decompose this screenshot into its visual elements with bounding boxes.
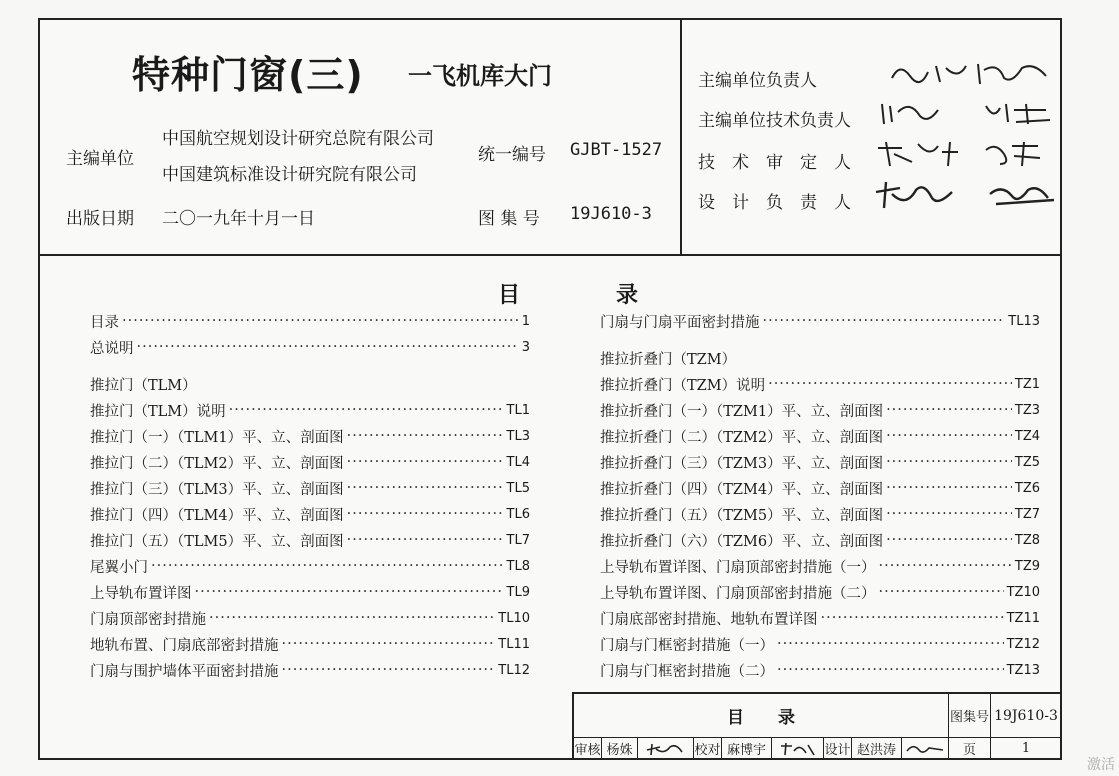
toc-item[interactable] [600,632,1040,656]
toc-item-label: 门扇与门扇平面密封措施 [600,314,760,331]
reviewer-signature [638,738,694,760]
toc-item-label: 门扇与围护墙体平面密封措施 [90,663,279,680]
toc-item[interactable] [90,658,530,682]
atlas-title: 特种门窗(三) [132,53,364,97]
toc-item-page: TZ9 [1014,558,1040,574]
page-label: 页 [949,738,991,760]
tech-approver-label: 技 术 审 定 人 [698,153,851,173]
signature-1 [888,58,1058,88]
toc-item-label: 门扇与门框密封措施（二） [600,663,774,680]
toc-item[interactable] [90,554,530,578]
chief-unit-head-label: 主编单位负责人 [698,71,817,91]
toc-item[interactable] [90,398,530,422]
toc-item-page: TZ13 [1006,662,1040,678]
header-divider-horizontal [40,254,1060,256]
toc-item-label: 推拉门（一）（TLM1）平、立、剖面图 [90,429,344,446]
atlas-no-label: 图 集 号 [478,209,540,229]
toc-item[interactable] [90,335,530,359]
toc-item[interactable] [600,476,1040,500]
toc-title-left: 目 [498,283,521,308]
toc-item-label: 推拉折叠门（二）（TZM2）平、立、剖面图 [600,429,884,446]
toc-item-page: TL9 [506,584,530,600]
toc-leader [282,636,496,652]
toc-leader [879,558,1012,574]
toc-item-label: 地轨布置、门扇底部密封措施 [90,637,279,654]
toc-item-label: 上导轨布置详图、门扇顶部密封措施（一） [600,559,876,576]
review-label: 审核 [574,738,602,760]
toc-item-label: 推拉门（TLM）说明 [90,403,226,420]
toc-item-label: 推拉门（五）（TLM5）平、立、剖面图 [90,533,344,550]
signature-3 [872,138,1052,168]
toc-item[interactable] [600,580,1040,604]
toc-item-label: 推拉折叠门（六）（TZM6）平、立、剖面图 [600,533,884,550]
atlas-no: 19J610-3 [570,204,652,224]
toc-item-label: 推拉门（三）（TLM3）平、立、剖面图 [90,481,344,498]
toc-leader [886,506,1012,522]
toc-item-page: TZ8 [1014,532,1040,548]
toc-item[interactable] [90,424,530,448]
editor-unit-2: 中国建筑标准设计研究院有限公司 [162,165,417,185]
checker-name: 麻博宇 [722,738,772,760]
unified-no-label: 统一编号 [478,145,546,165]
toc-leader [763,313,1006,329]
toc-item-page: TZ1 [1014,376,1040,392]
header-divider-vertical [680,20,682,256]
toc-item[interactable] [90,632,530,656]
toc-leader [347,532,504,548]
toc-item[interactable] [600,606,1040,630]
toc-item-page: TL12 [498,662,530,678]
toc-item-page: TZ10 [1006,584,1040,600]
toc-item-label: 上导轨布置详图、门扇顶部密封措施（二） [600,585,876,602]
drawing-sheet [38,18,1062,760]
toc-leader [886,532,1012,548]
toc-item-label: 推拉门（TLM） [90,377,197,394]
title-block-atlas-label: 图集号 [949,694,991,738]
toc-item[interactable] [600,398,1040,422]
toc-item-page: 1 [521,313,530,329]
editor-label: 主编单位 [66,149,134,169]
toc-item-page: TL10 [498,610,530,626]
toc-item-label: 尾翼小门 [90,559,148,576]
toc-item[interactable] [90,606,530,630]
editor-unit-1: 中国航空规划设计研究总院有限公司 [162,129,434,149]
publish-date: 二〇一九年十月一日 [162,209,315,229]
toc-item[interactable] [90,528,530,552]
toc-item-page: TZ5 [1014,454,1040,470]
atlas-subtitle: 一飞机库大门 [408,62,552,90]
toc-item-page: TL6 [506,506,530,522]
toc-item[interactable] [600,424,1040,448]
toc-leader [777,662,1004,678]
toc-item[interactable] [600,309,1040,333]
toc-item-label: 门扇顶部密封措施 [90,611,206,628]
toc-item-page: TZ11 [1006,610,1040,626]
reviewer-signature-mark [644,741,688,757]
toc-leader [151,558,504,574]
title-block [572,692,1062,760]
toc-section-heading [600,346,1040,370]
toc-item[interactable] [600,450,1040,474]
activation-watermark: 激活 [1087,757,1115,773]
checker-signature [772,738,824,760]
toc-leader [347,428,504,444]
toc-leader [195,584,504,600]
design-head-label: 设 计 负 责 人 [698,193,851,213]
toc-item-label: 门扇底部密封措施、地轨布置详图 [600,611,818,628]
toc-item-page: TL13 [1008,313,1040,329]
toc-leader [777,636,1004,652]
toc-item[interactable] [600,554,1040,578]
toc-item[interactable] [600,658,1040,682]
toc-item[interactable] [90,450,530,474]
toc-item-label: 推拉门（四）（TLM4）平、立、剖面图 [90,507,344,524]
title-block-atlas-no: 19J610-3 [991,694,1062,738]
toc-item-page: TL3 [506,428,530,444]
reviewer-name: 杨姝 [602,738,638,760]
toc-item-label: 推拉折叠门（五）（TZM5）平、立、剖面图 [600,507,884,524]
toc-item-label: 推拉折叠门（三）（TZM3）平、立、剖面图 [600,455,884,472]
toc-item-label: 推拉折叠门（四）（TZM4）平、立、剖面图 [600,481,884,498]
toc-item-page: TL8 [506,558,530,574]
signature-4 [872,180,1062,210]
chief-tech-head-label: 主编单位技术负责人 [698,111,851,131]
toc-item-label: 门扇与门框密封措施（一） [600,637,774,654]
check-label: 校对 [694,738,722,760]
signature-2 [876,98,1056,128]
toc-leader [886,480,1012,496]
toc-leader [137,339,519,355]
publish-date-label: 出版日期 [66,209,134,229]
toc-item-label: 推拉折叠门（TZM）说明 [600,377,766,394]
toc-item-page: TZ7 [1014,506,1040,522]
toc-item-page: 3 [521,339,530,355]
toc-title-right: 录 [616,283,639,308]
toc-leader [886,428,1012,444]
toc-item-label: 上导轨布置详图 [90,585,192,602]
title-block-name: 目 录 [574,694,949,738]
toc-leader [209,610,495,626]
toc-item[interactable] [600,502,1040,526]
toc-item-label: 推拉门（二）（TLM2）平、立、剖面图 [90,455,344,472]
toc-item-page: TL5 [506,480,530,496]
toc-item[interactable] [90,502,530,526]
design-label: 设计 [824,738,852,760]
toc-leader [347,506,504,522]
toc-leader [122,313,519,329]
toc-item-page: TL11 [498,636,530,652]
designer-signature-mark [905,741,945,757]
toc-item[interactable] [90,476,530,500]
unified-no: GJBT-1527 [570,140,663,160]
toc-item-label: 推拉折叠门（一）（TZM1）平、立、剖面图 [600,403,884,420]
toc-leader [347,480,504,496]
designer-signature [902,738,949,760]
toc-leader [821,610,1004,626]
toc-item[interactable] [90,309,530,333]
toc-section-heading [90,372,530,396]
toc-leader [282,662,496,678]
toc-item-page: TZ3 [1014,402,1040,418]
toc-leader [768,376,1012,392]
toc-item-label: 推拉折叠门（TZM） [600,351,737,368]
toc-item-page: TZ12 [1006,636,1040,652]
toc-item-label: 目录 [90,314,119,331]
toc-item-page: TZ6 [1014,480,1040,496]
toc-item[interactable] [600,372,1040,396]
toc-item[interactable] [90,580,530,604]
toc-item-page: TL4 [506,454,530,470]
toc-leader [879,584,1004,600]
page-number: 1 [991,738,1062,760]
toc-item-page: TL7 [506,532,530,548]
toc-leader [229,402,504,418]
designer-name: 赵洪涛 [852,738,902,760]
checker-signature-mark [778,741,818,757]
toc-item-page: TZ4 [1014,428,1040,444]
toc-leader [886,454,1012,470]
toc-item-page: TL1 [506,402,530,418]
toc-item-label: 总说明 [90,340,134,357]
toc-leader [886,402,1012,418]
toc-item[interactable] [600,528,1040,552]
toc-leader [347,454,504,470]
